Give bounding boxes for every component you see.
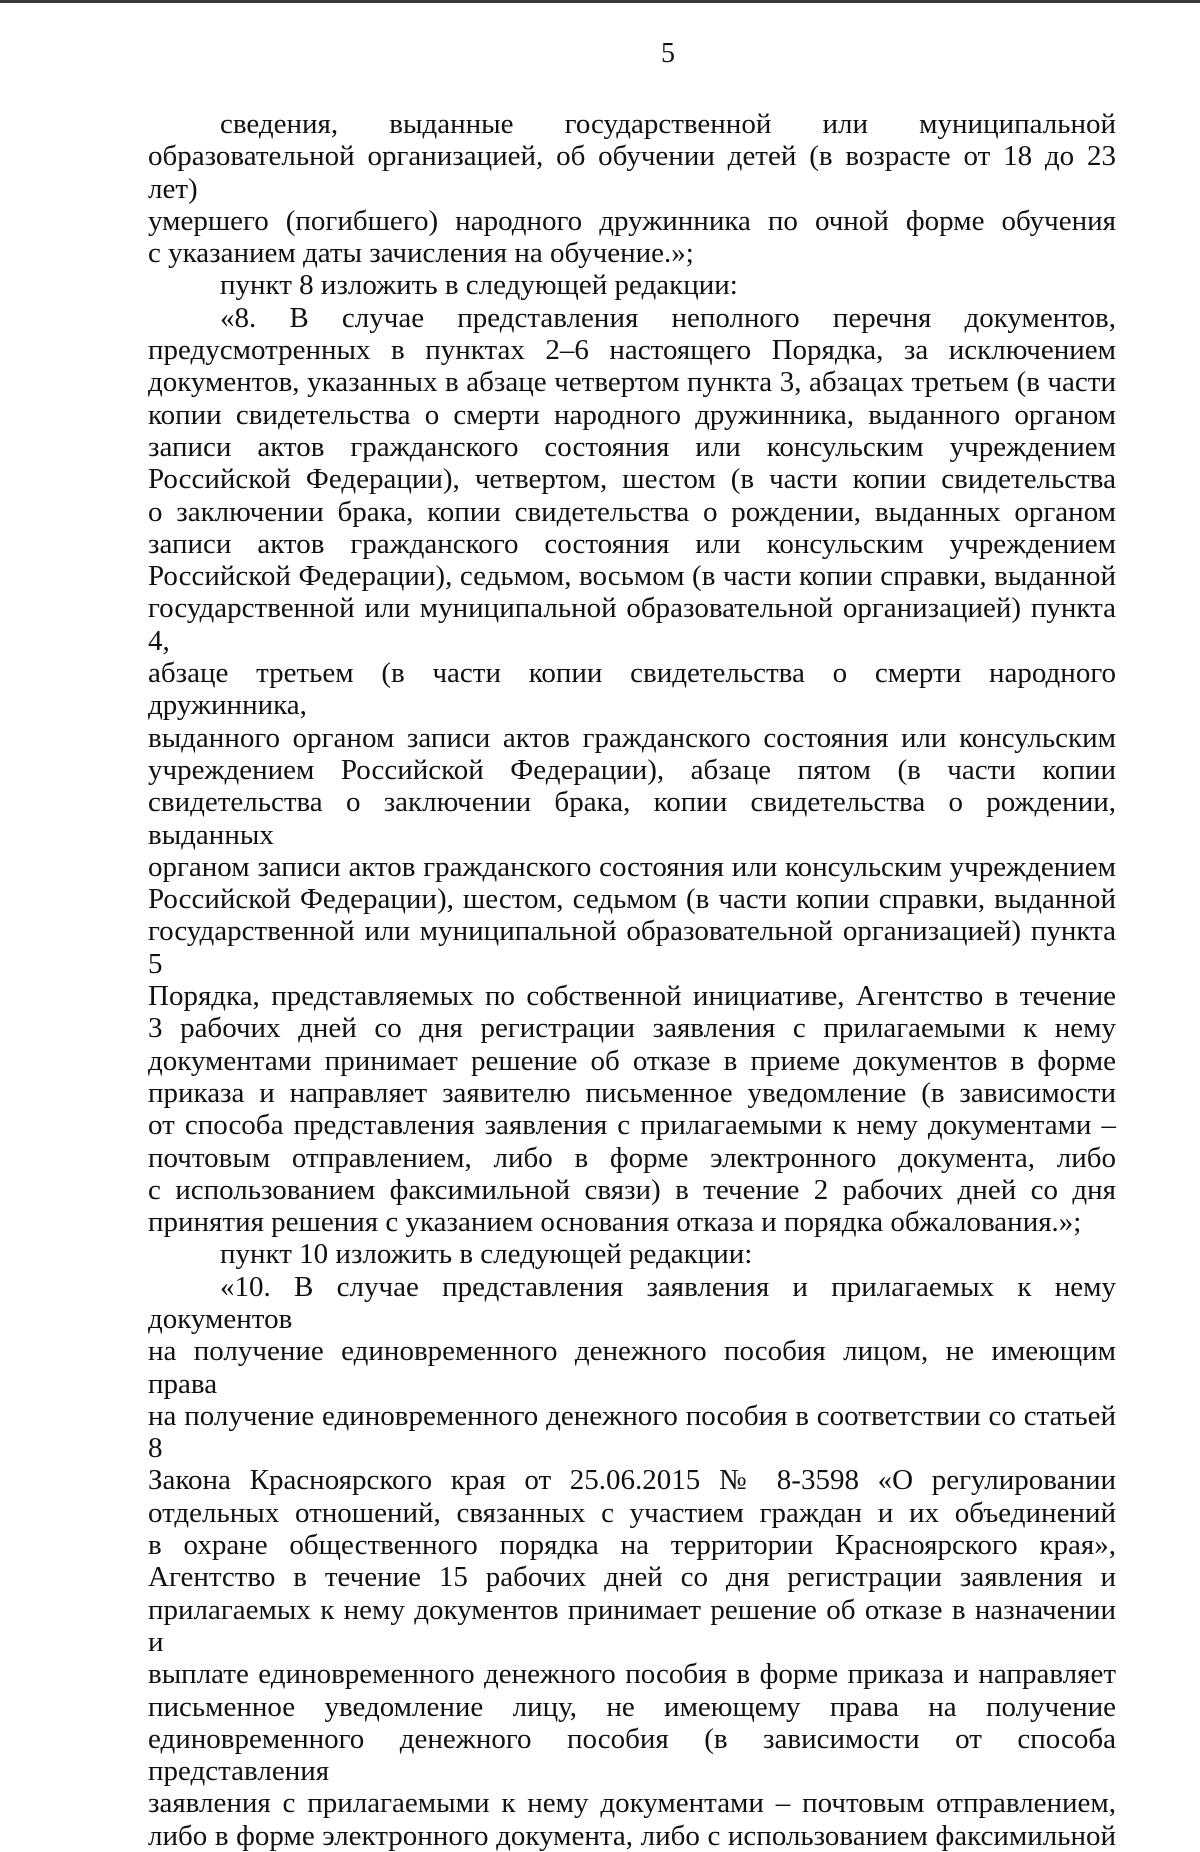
text-line: учреждением Российской Федерации), абзаце пятом (в части копии [148, 753, 1116, 786]
text-line: «8. В случае представления неполного перечня документов, [220, 301, 1116, 334]
text-line: Агентство в течение 15 рабочих дней со дня регистрации заявления и [148, 1561, 1116, 1594]
text-line: пункт 8 изложить в следующей редакции: [220, 269, 738, 302]
text-line: приказа и направляет заявителю письменное уведомление (в зависимости [148, 1076, 1116, 1109]
text-line: сведения, выданные государственной или муниципальной [220, 108, 1116, 140]
text-line: записи актов гражданского состояния или консульским учреждением [148, 430, 1116, 463]
text-line: с использованием факсимильной связи) в течение 2 рабочих дней со дня [148, 1173, 1116, 1206]
text-line: почтовым отправлением, либо в форме электронного документа, либо [148, 1141, 1116, 1174]
text-line: на получение единовременного денежного пособия в соответствии со статьей 8 [148, 1399, 1116, 1465]
text-line: «10. В случае представления заявления и прилагаемых к нему документов [148, 1270, 1116, 1335]
text-line: письменное уведомление лицу, не имеющему права на получение [148, 1690, 1116, 1723]
text-line: свидетельства о заключении брака, копии свидетельства о рождении, выданных [148, 786, 1116, 851]
text-line: документами принимает решение об отказе в приеме документов в форме [148, 1044, 1116, 1077]
text-line: отдельных отношений, связанных с участием граждан и их объединений [148, 1496, 1116, 1529]
text-line: 3 рабочих дней со дня регистрации заявления с прилагаемыми к нему [148, 1012, 1116, 1045]
text-line: заявления с прилагаемыми к нему документами – почтовым отправлением, [148, 1787, 1116, 1820]
text-line: выданного органом записи актов гражданского состояния или консульским [148, 721, 1116, 754]
text-line: от способа представления заявления с прилагаемыми к нему документами – [148, 1109, 1116, 1142]
text-line: органом записи актов гражданского состояния или консульским учреждением [148, 850, 1116, 883]
text-line: Российской Федерации), шестом, седьмом (в части копии справки, выданной [148, 883, 1116, 916]
text-line: пункт 10 изложить в следующей редакции: [220, 1238, 753, 1271]
text-line: государственной или муниципальной образовательной организацией) пункта 5 [148, 915, 1116, 980]
text-line: умершего (погибшего) народного дружинника по очной форме обучения [148, 204, 1116, 237]
text-line: копии свидетельства о смерти народного дружинника, выданного органом [148, 398, 1116, 431]
text-line: выплате единовременного денежного пособия в форме приказа и направляет [148, 1658, 1116, 1691]
text-line: либо в форме электронного документа, либо с использованием факсимильной [148, 1819, 1116, 1852]
page-number: 5 [661, 38, 675, 69]
text-line: Российской Федерации), седьмом, восьмом (в части копии справки, выданной [148, 560, 1116, 593]
text-line: единовременного денежного пособия (в зависимости от способа представления [148, 1722, 1116, 1788]
text-line: Российской Федерации), четвертом, шестом (в части копии свидетельства [148, 463, 1116, 496]
text-line: абзаце третьем (в части копии свидетельства о смерти народного дружинника, [148, 657, 1116, 722]
text-line: прилагаемых к нему документов принимает решение об отказе в назначении и [148, 1593, 1116, 1658]
text-line: предусмотренных в пунктах 2–6 настоящего Порядка, за исключением [148, 334, 1116, 367]
text-line: Порядка, представляемых по собственной инициативе, Агентство в течение [148, 980, 1116, 1013]
text-line: в охране общественного порядка на территории Красноярского края», [148, 1529, 1116, 1562]
document-body [148, 108, 1116, 1852]
text-line: о заключении брака, копии свидетельства о рождении, выданных органом [148, 495, 1116, 528]
text-line: записи актов гражданского состояния или консульским учреждением [148, 527, 1116, 560]
text-line: государственной или муниципальной образовательной организацией) пункта 4, [148, 592, 1116, 657]
text-line: с указанием даты зачисления на обучение.»; [148, 237, 694, 270]
top-edge-line [0, 0, 1200, 3]
text-line: документов, указанных в абзаце четвертом пункта 3, абзацах третьем (в части [148, 366, 1116, 399]
text-line: Закона Красноярского края от 25.06.2015 № 8-3598 «О регулировании [148, 1464, 1116, 1497]
text-line: на получение единовременного денежного пособия лицом, не имеющим права [148, 1335, 1116, 1400]
text-line: образовательной организацией, об обучении детей (в возрасте от 18 до 23 лет) [148, 140, 1116, 205]
text-line: принятия решения с указанием основания отказа и порядка обжалования.»; [148, 1206, 1082, 1239]
